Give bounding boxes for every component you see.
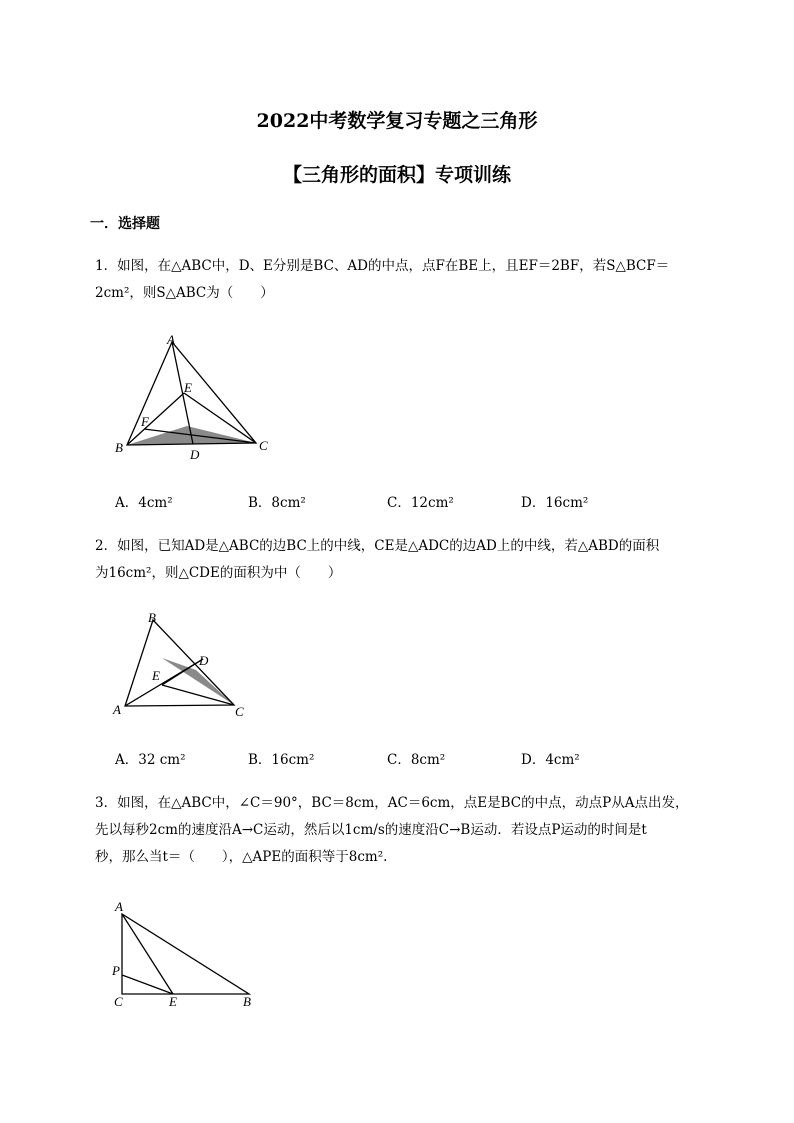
- q1-option-a[interactable]: A．4cm²: [115, 495, 173, 511]
- label-e: E: [152, 668, 160, 683]
- q2-option-c[interactable]: C．8cm²: [387, 752, 446, 768]
- label-b: B: [115, 440, 123, 455]
- q1-option-c[interactable]: C．12cm²: [387, 495, 454, 511]
- question-1-line-1: 1．如图，在△ABC中，D、E分别是BC、AD的中点，点F在BE上，且EF＝2BF，若S△BCF＝: [95, 258, 670, 274]
- question-3-line-3: 秒，那么当t＝（ ），△APE的面积等于8cm².: [95, 849, 388, 865]
- page-title: 2022中考数学复习专题之三角形: [256, 110, 538, 132]
- shaded-triangle-cde: [162, 658, 234, 705]
- label-e: E: [184, 380, 192, 395]
- q2-option-d[interactable]: D．4cm²: [521, 752, 580, 768]
- label-c: C: [114, 994, 123, 1009]
- label-b: B: [243, 994, 251, 1009]
- question-2-stem: [95, 533, 705, 587]
- label-f: F: [141, 414, 149, 429]
- segment-ae: [122, 914, 173, 994]
- label-a: A: [167, 332, 175, 347]
- segment-ec: [162, 685, 234, 705]
- question-3-line-1: 3．如图，在△ABC中，∠C＝90°，BC＝8cm，AC＝6cm，点E是BC的中点，动点P从A点出发，: [95, 795, 689, 811]
- q2-option-a[interactable]: A．32 cm²: [115, 752, 186, 768]
- question-1-stem: [95, 253, 705, 307]
- label-d: D: [199, 653, 209, 668]
- question-3-line-2: 先以每秒2cm的速度沿A→C运动，然后以1cm/s的速度沿C→B运动．若设点P运动的时间是t: [95, 822, 647, 838]
- question-1-line-2: 2cm²，则S△ABC为（ ）: [95, 285, 274, 301]
- q1-option-d[interactable]: D．16cm²: [521, 495, 589, 511]
- question-3-stem: [95, 790, 705, 871]
- question-1-figure: [110, 330, 290, 465]
- label-a: A: [115, 899, 123, 914]
- label-c: C: [235, 704, 244, 719]
- page-subtitle: 【三角形的面积】专项训练: [282, 164, 511, 186]
- label-a: A: [113, 702, 121, 717]
- label-b: B: [148, 610, 156, 625]
- q1-option-b[interactable]: B．8cm²: [248, 495, 306, 511]
- question-2-line-2: 为16cm²，则△CDE的面积为中（ ）: [95, 565, 342, 581]
- label-e: E: [169, 994, 177, 1009]
- label-p: P: [112, 963, 120, 978]
- question-3-figure: [105, 895, 270, 1015]
- segment-pe: [122, 975, 173, 994]
- label-d: D: [190, 447, 200, 462]
- question-2-figure: [105, 605, 265, 720]
- label-c: C: [259, 438, 268, 453]
- section-heading: 一．选择题: [90, 216, 160, 232]
- q2-option-b[interactable]: B．16cm²: [248, 752, 315, 768]
- question-2-line-1: 2．如图，已知AD是△ABC的边BC上的中线，CE是△ADC的边AD上的中线，若△ABD的面积: [95, 538, 660, 554]
